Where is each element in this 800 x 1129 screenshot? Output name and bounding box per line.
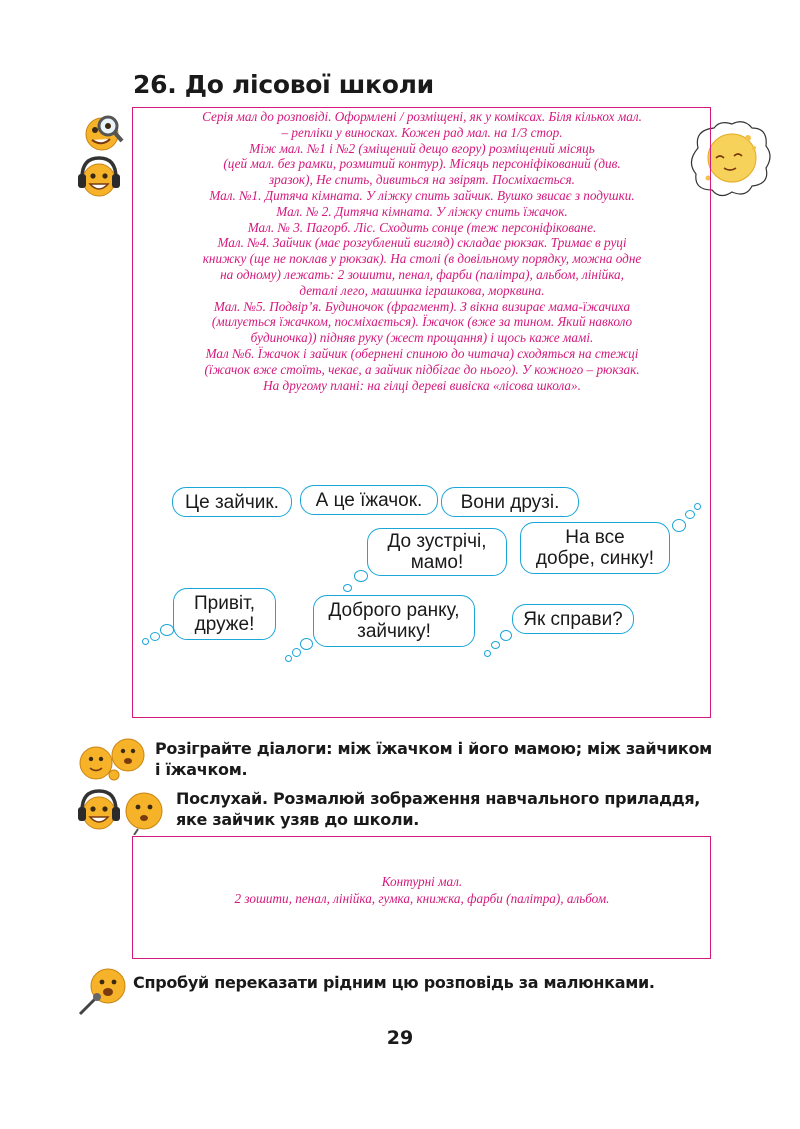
thought-dot [354,570,368,582]
thought-dot [694,503,701,510]
thought-bubble [173,588,276,640]
illustration-notes [138,109,706,393]
task-listen-color [176,788,700,830]
note-line: Мал. №5. Подвір’я. Будиночок (фрагмент). З вікна визирає мама-їжачиха [213,298,631,314]
task-line: яке зайчик узяв до школи. [176,810,420,829]
thought-dot [160,624,174,636]
note-line: Серія мал до розповіді. Оформлені / розміщені, як у коміксах. Біля кількох мал. [202,109,642,124]
thought-dot [285,655,292,662]
bubble-text: добре, синку! [535,548,655,569]
note-line: будиночка)) підняв руку (жест прощання) і щось каже мамі. [250,330,594,346]
note-line: деталі лего, машинка іграшкова, морквина. [299,282,545,298]
note-line: Мал. №1. Дитяча кімната. У ліжку спить зайчик. Вушко звисає з подушки. [209,187,635,203]
microphone-emoji-icon [76,964,132,1016]
thought-bubble [512,604,634,634]
bubble-text: А це їжачок. [315,489,423,511]
thought-dot [672,519,686,532]
thought-dot [491,641,500,649]
bubble-text: друже! [194,614,255,635]
note-line: Мал. № 3. Пагорб. Ліс. Сходить сонце (теж персоніфіковане. [247,219,597,235]
supplies-notes [138,873,706,907]
thought-dot [343,584,352,592]
task-line: і їжачком. [155,760,248,779]
note-line: Контурні мал. [381,874,463,889]
task-dialogues [155,738,712,780]
thought-dot [300,638,313,650]
note-line: Мал. №4. Зайчик (має розгублений вигляд) складає рюкзак. Тримає в руці [217,235,627,251]
thought-bubble [313,595,475,647]
bubble-text: Привіт, [193,593,256,614]
thought-dot [685,510,695,519]
page-title: 26. До лісової школи [133,70,434,99]
task-retell: Спробуй переказати рідним цю розповідь за малюнками. [133,973,655,992]
thought-dot [142,638,149,645]
page-number: 29 [386,1027,414,1049]
note-line: на одному) лежать: 2 зошити, пенал, фарби (палітра), альбом, лінійка, [220,266,624,282]
bubble-text: зайчику! [357,621,431,642]
thought-bubble [520,522,670,574]
note-line: Між мал. №1 і №2 (зміщений дещо вгору) розміщений місяць [249,140,595,156]
bubble-text: На все [565,527,625,548]
note-line: Мал. № 2. Дитяча кімната. У ліжку спить їжачок. [276,203,568,219]
speech-bubble [172,487,292,517]
magnifier-emoji-icon [80,108,126,154]
thought-dot [500,630,512,641]
bubble-text: мамо! [410,552,464,573]
bubble-text: Доброго ранку, [328,600,460,621]
note-line: На другому плані: на гілці дереві вивіска «лісова школа». [263,377,581,393]
note-line: (милується їжачком, посміхається). Їжачок (вже за тином. Який навколо [211,314,633,330]
bubble-text: Як справи? [523,608,623,630]
headphones-emoji-icon [76,154,122,200]
dialogue-emoji-icon [74,735,154,783]
speech-bubble [300,485,438,515]
note-line: книжку (ще не поклав у рюкзак). На столі (в довільному порядку, можна одне [202,251,642,267]
task-line: Розіграйте діалоги: між їжачком і його мамою; між зайчиком [155,739,712,758]
thought-dot [150,632,160,641]
note-line: – репліки у виносках. Кожен рад мал. на 1/3 стор. [281,124,563,140]
bubble-text: Це зайчик. [185,491,279,513]
note-line: зразок), Не спить, дивиться на звірят. Посміхається. [269,172,575,188]
note-line: (цей мал. без рамки, розмитий контур). Місяць персоніфікований (див. [223,156,621,172]
bubble-text: Вони друзі. [460,491,560,513]
thought-dot [292,648,301,657]
task-line: Послухай. Розмалюй зображення навчального приладдя, [176,789,701,808]
speech-bubble [441,487,579,517]
note-line: (їжачок вже стоїть, чекає, а зайчик підбігає до нього). У кожного – рюкзак. [204,361,640,377]
thought-dot [484,650,491,657]
note-line: 2 зошити, пенал, лінійка, гумка, книжка, фарби (палітра), альбом. [234,891,610,906]
bubble-text: До зустрічі, [387,531,487,552]
listen-and-color-emoji-icon [76,787,168,835]
note-line: Мал №6. Їжачок і зайчик (обернені спиною до читача) сходяться на стежці [205,345,639,361]
thought-bubble [367,528,507,576]
